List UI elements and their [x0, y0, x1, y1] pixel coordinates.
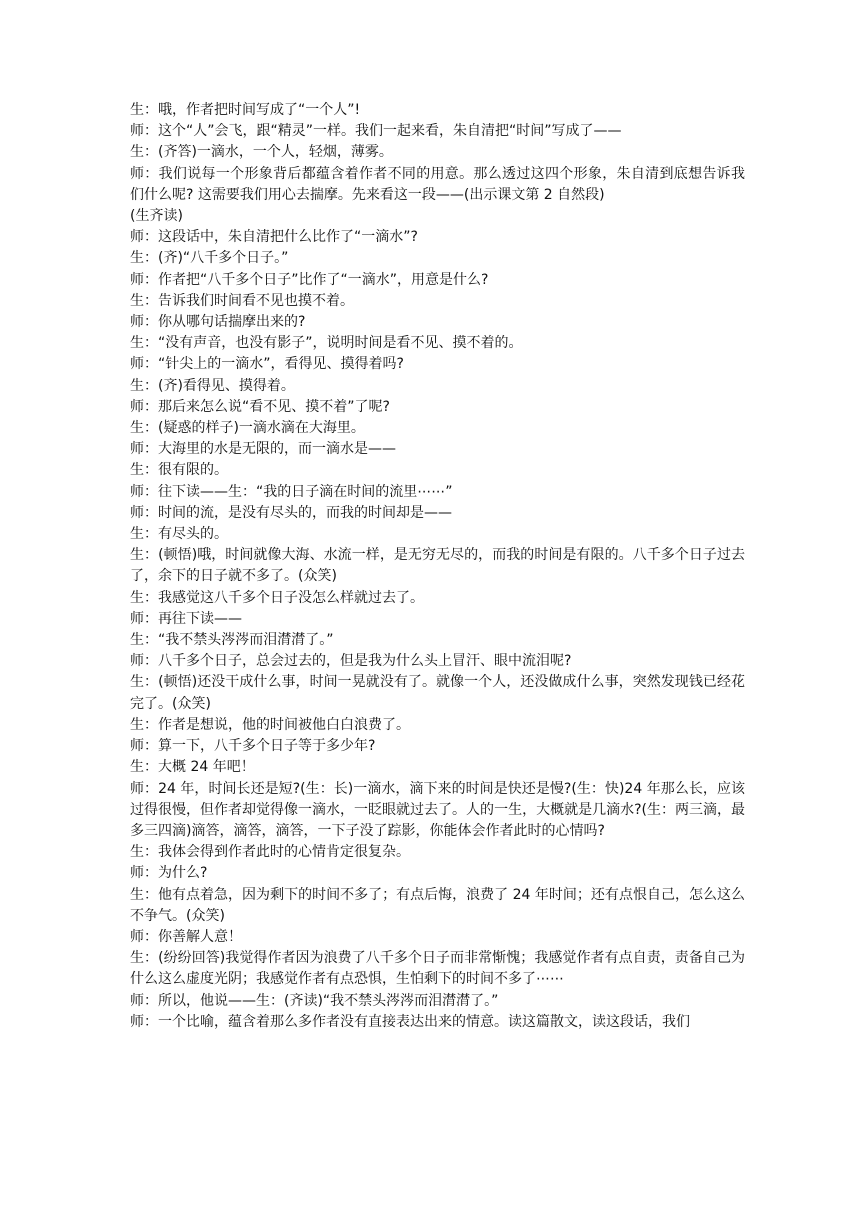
- text-line: 师：“针尖上的一滴水”，看得见、摸得着吗?: [130, 356, 404, 373]
- text-line: 生：告诉我们时间看不见也摸不着。: [130, 292, 354, 309]
- text-line: 生：(齐)看得见、摸得着。: [130, 377, 295, 394]
- text-line: 生：(纷纷回答)我觉得作者因为浪费了八千多个日子而非常惭愧；我感觉作者有点自责，责备自己为什么这么虚度光阴；我感觉作者有点恐惧，生怕剩下的时间不多了⋯⋯: [130, 950, 745, 988]
- text-line: 生：“没有声音，也没有影子”，说明时间是看不见、摸不着的。: [130, 335, 523, 352]
- text-line: 生：我感觉这八千多个日子没怎么样就过去了。: [130, 589, 424, 606]
- text-line: 师：大海里的水是无限的，而一滴水是——: [130, 441, 396, 458]
- text-line: 师：时间的流，是没有尽头的，而我的时间却是——: [130, 504, 452, 521]
- text-line: 生：我体会得到作者此时的心情肯定很复杂。: [130, 844, 410, 861]
- text-line: 师：我们说每一个形象背后都蕴含着作者不同的用意。那么透过这四个形象，朱自清到底想告诉我们什么呢? 这需要我们用心去揣摩。先来看这一段——(出示课文第 2 自然段): [130, 165, 745, 203]
- text-line: 师：这段话中，朱自清把什么比作了“一滴水”?: [130, 229, 418, 246]
- text-line: 生：(顿悟)还没干成什么事，时间一晃就没有了。就像一个人，还没做成什么事，突然发现钱已经花完了。(众笑): [130, 674, 745, 712]
- document-body: [130, 100, 745, 1033]
- text-line: 师：八千多个日子，总会过去的，但是我为什么头上冒汗、眼中流泪呢?: [130, 653, 572, 670]
- text-line: 师：再往下读——: [130, 610, 242, 627]
- text-line: 生：大概 24 年吧！: [130, 759, 255, 776]
- text-line: 生：哦，作者把时间写成了“一个人”!: [130, 102, 361, 118]
- text-line: 师：你从哪句话揣摩出来的?: [130, 314, 306, 331]
- text-line: 生：(齐答)一滴水，一个人，轻烟，薄雾。: [130, 144, 393, 161]
- text-line: 师：往下读——生：“我的日子滴在时间的流里⋯⋯”: [130, 483, 453, 500]
- text-line: 生：他有点着急，因为剩下的时间不多了；有点后悔，浪费了 24 年时间；还有点恨自己，怎么这么不争气。(众笑): [130, 886, 745, 924]
- text-line: 师：一个比喻，蕴含着那么多作者没有直接表达出来的情意。读这篇散文，读这段话，我们: [130, 1013, 690, 1030]
- text-line: 师：这个“人”会飞，跟“精灵”一样。我们一起来看，朱自清把“时间”写成了——: [130, 123, 622, 140]
- text-line: 生：“我不禁头涔涔而泪潸潸了。”: [130, 632, 334, 649]
- text-line: 生：(疑惑的样子)一滴水滴在大海里。: [130, 420, 365, 437]
- text-line: 师：你善解人意！: [130, 928, 242, 945]
- text-line: 生：(顿悟)哦，时间就像大海、水流一样，是无穷无尽的，而我的时间是有限的。八千多个日子过去了，余下的日子就不多了。(众笑): [130, 547, 745, 585]
- text-line: 生：作者是想说，他的时间被他白白浪费了。: [130, 716, 410, 733]
- text-line: 生：很有限的。: [130, 462, 228, 479]
- text-line: 生：有尽头的。: [130, 526, 228, 543]
- text-line: 师：作者把“八千多个日子”比作了“一滴水”，用意是什么?: [130, 271, 489, 288]
- text-line: 师：所以，他说——生：(齐读)“我不禁头涔涔而泪潸潸了。”: [130, 992, 499, 1009]
- text-line: (生齐读): [130, 208, 183, 225]
- text-line: 师：那后来怎么说“看不见、摸不着”了呢?: [130, 398, 390, 415]
- text-line: 师：算一下，八千多个日子等于多少年?: [130, 738, 376, 755]
- text-line: 生：(齐)“八千多个日子。”: [130, 250, 289, 267]
- text-line: 师：为什么?: [130, 865, 208, 882]
- text-line: 师：24 年，时间长还是短?(生：长)一滴水，滴下来的时间是快还是慢?(生：快)24 年那么长，应该过得很慢，但作者却觉得像一滴水，一眨眼就过去了。人的一生，大概就是几滴水?(生：两三滴，最多三四滴)滴答，滴答，滴答，一下子没了踪影，你能体会作者此时的心情吗?: [130, 780, 745, 839]
